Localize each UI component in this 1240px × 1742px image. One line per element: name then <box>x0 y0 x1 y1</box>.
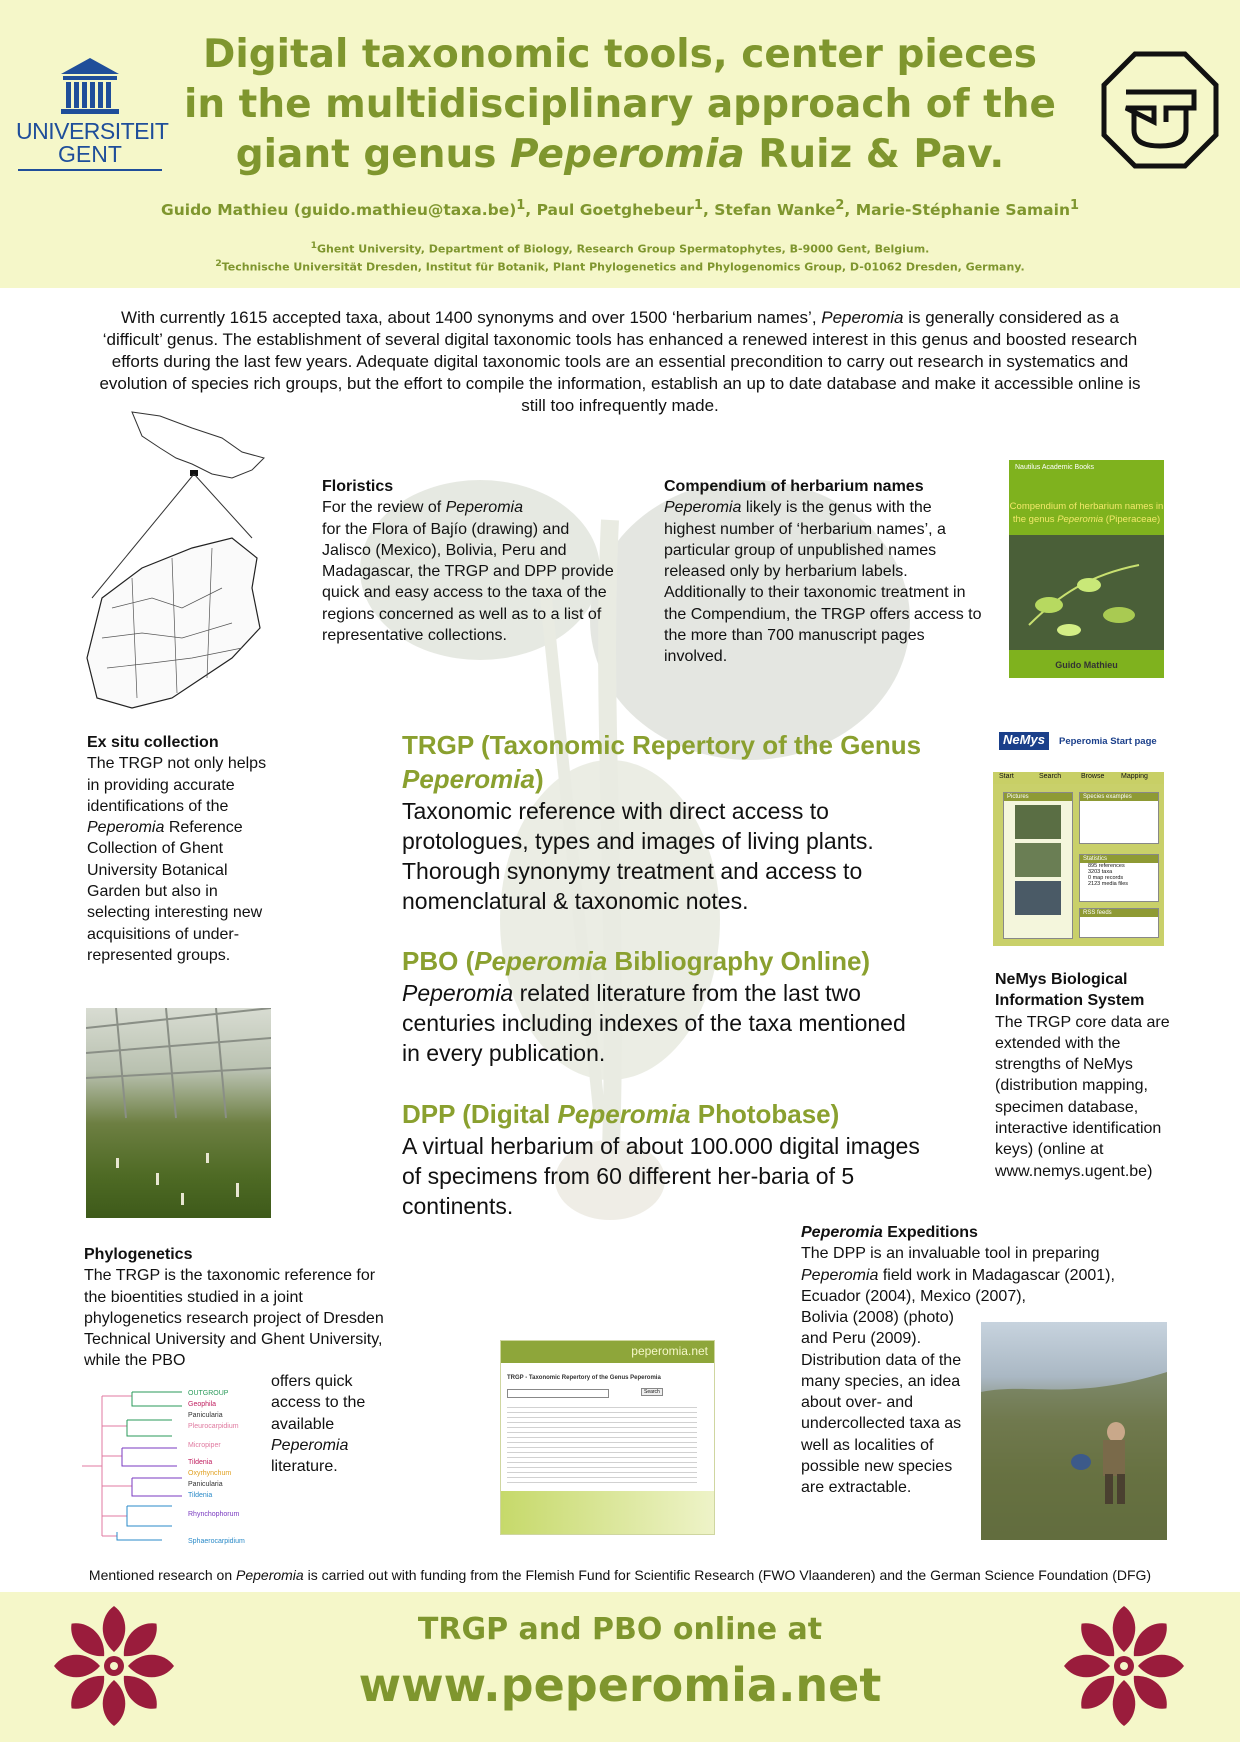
funding-text1: Mentioned research on <box>88 1567 236 1583</box>
phylogenetics-text2-body: offers quick access to the available <box>271 1373 366 1433</box>
affiliation-1 <box>0 240 1240 256</box>
nemys-stat-references: 895 references <box>1088 863 1125 869</box>
tree-label-sphaerocarpidium: Sphaerocarpidium <box>188 1538 245 1545</box>
footer-online-text: TRGP and PBO online at <box>417 1612 823 1647</box>
expeditions-title-genus: Peperomia <box>801 1224 883 1241</box>
nemys-rss-label: RSS feeds <box>1080 909 1158 917</box>
site-heading: TRGP - Taxonomic Repertory of the Genus Peperomia <box>507 1375 661 1381</box>
nemys-stat-map: 0 map records <box>1088 875 1124 881</box>
expeditions-title-rest: Expeditions <box>882 1224 978 1241</box>
affiliation-2 <box>0 258 1240 274</box>
site-footer-plant <box>501 1491 714 1534</box>
ugent-building-icon <box>16 52 164 122</box>
title-line2: in the multidisciplinary approach of the <box>183 82 1057 127</box>
phylogenetics-genus: Peperomia <box>271 1436 349 1454</box>
tree-label-rhynchophorum: Rhynchophorum <box>188 1511 240 1518</box>
greenhouse-photo <box>86 1008 271 1218</box>
dpp-text: A virtual herbarium of about 100.000 digital images of specimens from 60 different her-baria of 5 continents. <box>402 1133 920 1219</box>
pbo-title1: PBO ( <box>402 946 475 976</box>
bolivia-field-photo <box>981 1322 1167 1540</box>
title-line1: Digital taxonomic tools, center pieces <box>202 32 1038 77</box>
author-1: Guido Mathieu (guido.mathieu@taxa.be) <box>161 201 517 220</box>
exsitu-genus: Peperomia <box>87 819 165 837</box>
footer-website-link[interactable]: www.peperomia.net <box>358 1658 882 1712</box>
nemys-rss-panel <box>1079 908 1159 938</box>
tree-label-pleurocarpidium: Pleurocarpidium <box>188 1423 239 1430</box>
compendium-section <box>664 476 986 668</box>
dpp-section <box>402 1097 922 1221</box>
ugent-logo-line1: UNIVERSITEIT <box>16 118 169 144</box>
dpp-title2: Photobase) <box>690 1099 840 1129</box>
nemys-title: NeMys Biological Information System <box>995 971 1145 1010</box>
tree-label-panicularia: Panicularia <box>188 1412 223 1419</box>
pbo-genus: Peperomia <box>474 946 608 976</box>
trgp-genus: Peperomia <box>402 764 535 794</box>
tree-label-micropiper: Micropiper <box>188 1442 221 1449</box>
expeditions-section <box>801 1222 1151 1307</box>
floristics-section <box>322 476 617 646</box>
phylogenetics-text3: literature. <box>271 1458 338 1476</box>
expeditions-genus: Peperomia <box>801 1266 879 1284</box>
nemys-text: The TRGP core data are extended with the strengths of NeMys (distribution mapping, specimen database, interactive identification keys) (online at www.nemys.ugent.be) <box>995 1013 1170 1180</box>
exsitu-section <box>87 732 277 966</box>
trgp-section <box>402 728 922 916</box>
intro-part2: is generally considered as a ‘difficult’ genus. The establishment of several digital taxonomic tools has enhanced a renewed interest in this genus and boosted research efforts during the last few years. Adequate digital taxonomic tools are an essential precondition to carry out research in systematics and evolution of species rich groups, but the effort to compile the information, establish an up to date database and make it accessible online is still too infrequently made. <box>99 308 1141 415</box>
site-url: peperomia.net <box>631 1344 708 1358</box>
nemys-nav-browse: Browse <box>1081 773 1105 780</box>
phylogenetics-title: Phylogenetics <box>84 1246 193 1263</box>
dpp-genus: Peperomia <box>557 1099 691 1129</box>
nemys-stat-taxa: 3203 taxa <box>1088 869 1113 875</box>
ugent-logo <box>16 52 169 177</box>
nemys-screenshot <box>993 724 1164 946</box>
peperomia-net-screenshot <box>500 1340 715 1535</box>
nemys-nav-mapping: Mapping <box>1121 773 1148 780</box>
tu-dresden-logo <box>1100 50 1220 170</box>
nemys-pic-1 <box>1015 805 1061 839</box>
nemys-nav-search: Search <box>1039 773 1062 780</box>
nemys-species-label: Species examples <box>1080 793 1158 801</box>
nemys-page-title: Peperomia Start page <box>1059 736 1157 747</box>
expeditions-text3: Bolivia (2008) (photo) and Peru (2009). Distribution data of the many species, an idea about over- and undercollected taxa as well as localities of possible new species are extractable. <box>801 1309 962 1497</box>
nemys-pic-2 <box>1015 843 1061 877</box>
tree-label-tildenia-2: Tildenia <box>188 1492 213 1499</box>
nemys-nav <box>993 772 1164 784</box>
title-line3-post: Ruiz & Pav. <box>744 132 1005 177</box>
author-2: Paul Goetghebeur <box>536 201 694 220</box>
pbo-section <box>402 944 922 1068</box>
bajio-map <box>82 408 282 718</box>
floristics-title: Floristics <box>322 478 394 495</box>
tree-label-outgroup: OUTGROUP <box>188 1390 229 1397</box>
nemys-pictures-label: Pictures <box>1004 793 1072 801</box>
trgp-title2: ) <box>534 764 544 794</box>
tree-label-oxyrhynchum: Oxyrhynchum <box>188 1470 232 1477</box>
site-text-lines <box>507 1407 697 1487</box>
expeditions-text1-body: The DPP is an invaluable tool in preparing <box>801 1245 1100 1263</box>
pbo-text-genus: Peperomia <box>402 980 514 1006</box>
compendium-text <box>664 497 986 667</box>
book-family: (Piperaceae) <box>1105 514 1161 525</box>
book-title <box>1009 500 1164 526</box>
tree-labels <box>188 1388 278 1547</box>
phylogenetics-section <box>84 1244 384 1372</box>
trgp-title <box>402 728 922 796</box>
pbo-text <box>402 978 922 1068</box>
book-genus: Peperomia <box>1057 514 1104 525</box>
pbo-text-body: related literature from the last two centuries including indexes of the taxa mentioned in every publication. <box>402 980 906 1066</box>
affiliation-2-sup: 2 <box>215 258 222 269</box>
phylogenetics-text2 <box>271 1371 376 1477</box>
nemys-species-panel <box>1079 792 1159 844</box>
ugent-logo-line2: GENT <box>58 141 122 167</box>
author-1-sup: 1 <box>516 198 526 213</box>
poster-title <box>160 30 1080 180</box>
floristics-text <box>322 497 617 646</box>
nemys-nav-start: Start <box>999 773 1014 780</box>
author-3-sup: 2 <box>835 198 845 213</box>
dpp-title <box>402 1097 922 1131</box>
tree-label-tildenia: Tildenia <box>188 1459 213 1466</box>
affiliation-1-text: Ghent University, Department of Biology, Research Group Spermatophytes, B-9000 Gent, Belgium. <box>317 242 930 256</box>
exsitu-title: Ex situ collection <box>87 734 219 751</box>
compendium-genus: Peperomia <box>664 499 742 517</box>
nemys-pictures-panel <box>1003 792 1073 939</box>
dpp-title1: DPP (Digital <box>402 1099 558 1129</box>
author-4: Marie-Stéphanie Samain <box>855 201 1070 220</box>
compendium-text-body: likely is the genus with the highest number of ‘herbarium names’, a particular group of unpublished names released only by herbarium labels. Additionally to their taxonomic treatment in the Compendium, the TRGP offers access to the more than 700 manuscript pages involved. <box>664 499 982 666</box>
phylogenetics-continuation <box>271 1371 376 1477</box>
title-line3 <box>160 130 1080 180</box>
author-4-sup: 1 <box>1070 198 1079 213</box>
nemys-logo: NeMys <box>999 732 1049 750</box>
affiliation-2-text: Technische Universität Dresden, Institut für Botanik, Plant Phylogenetics and Phylogenomics Group, D-01062 Dresden, Germany. <box>221 260 1025 274</box>
pbo-title2: Bibliography Online) <box>607 946 871 976</box>
trgp-title1: TRGP (Taxonomic Repertory of the Genus <box>402 730 922 760</box>
nemys-statistics-panel <box>1079 854 1159 902</box>
nemys-stat-media: 2123 media files <box>1088 881 1129 887</box>
title-line3-pre: giant genus <box>235 132 511 177</box>
author-2-sup: 1 <box>693 198 703 213</box>
trgp-text: Taxonomic reference with direct access to protologues, types and images of living plants. Thorough synonymy treatment and access to nomenclatural & taxonomic notes. <box>402 798 874 914</box>
site-banner <box>501 1341 714 1363</box>
title-genus: Peperomia <box>510 132 745 177</box>
intro-paragraph <box>90 307 1150 417</box>
site-search-input <box>507 1389 609 1398</box>
exsitu-text2: Reference Collection of Ghent University Botanical Garden but also in selecting interesting new acquisitions of under-represented groups. <box>87 819 263 964</box>
compendium-title: Compendium of herbarium names <box>664 478 924 495</box>
expeditions-text2: field work in Madagascar (2001), Ecuador (2004), Mexico (2007), <box>801 1266 1115 1305</box>
book-author: Guido Mathieu <box>1055 660 1118 670</box>
ugent-logo-rule <box>18 169 162 171</box>
nemys-section <box>995 969 1180 1182</box>
expeditions-title <box>801 1222 1151 1243</box>
tree-label-geophila: Geophila <box>188 1401 217 1408</box>
exsitu-text <box>87 753 277 966</box>
tree-label-panicularia-2: Panicularia <box>188 1481 223 1488</box>
book-title-text: Compendium of herbarium names in the genus <box>1009 501 1164 525</box>
expeditions-continuation <box>801 1307 971 1499</box>
compendium-book-cover <box>1009 460 1164 678</box>
author-3: Stefan Wanke <box>714 201 836 220</box>
nemys-statistics-label: Statistics <box>1080 855 1158 863</box>
funding-statement <box>0 1567 1240 1583</box>
book-plant-photo <box>1009 535 1164 650</box>
author-list: Guido Mathieu (guido.mathieu@taxa.be)$^1$, Paul Goetghebeur$^1$, Stefan Wanke$^2$, Marie-Stéphanie Samain$^1$ <box>161 198 1079 220</box>
floristics-text2: for the Flora of Bajío (drawing) and Jalisco (Mexico), Bolivia, Peru and Madagascar, the TRGP and DPP provide quick and easy access to the taxa of the regions concerned as well as to a list of representative collections. <box>322 520 614 645</box>
floristics-genus: Peperomia <box>445 499 523 517</box>
funding-text2: is carried out with funding from the Flemish Fund for Scientific Research (FWO Vlaanderen) and the German Science Foundation (DFG) <box>303 1567 1152 1583</box>
nemys-body <box>993 784 1164 946</box>
phylogenetics-text1: The TRGP is the taxonomic reference for the bioentities studied in a joint phylogenetics research project of Dresden Technical University and Ghent University, while the PBO <box>84 1267 384 1370</box>
site-search-button: Search <box>641 1388 663 1396</box>
affiliation-1-sup: 1 <box>310 240 318 251</box>
floristics-text1: For the review of <box>322 499 446 517</box>
pbo-title <box>402 944 922 978</box>
book-publisher: Nautilus Academic Books <box>1015 464 1094 471</box>
intro-part1: With currently 1615 accepted taxa, about 1400 synonyms and over 1500 ‘herbarium names’, <box>121 308 822 327</box>
nemys-pic-3 <box>1015 881 1061 915</box>
expeditions-text1 <box>801 1243 1151 1307</box>
exsitu-text1: The TRGP not only helps in providing accurate identifications of the <box>87 755 267 815</box>
funding-genus: Peperomia <box>236 1567 304 1583</box>
intro-genus: Peperomia <box>821 308 904 327</box>
